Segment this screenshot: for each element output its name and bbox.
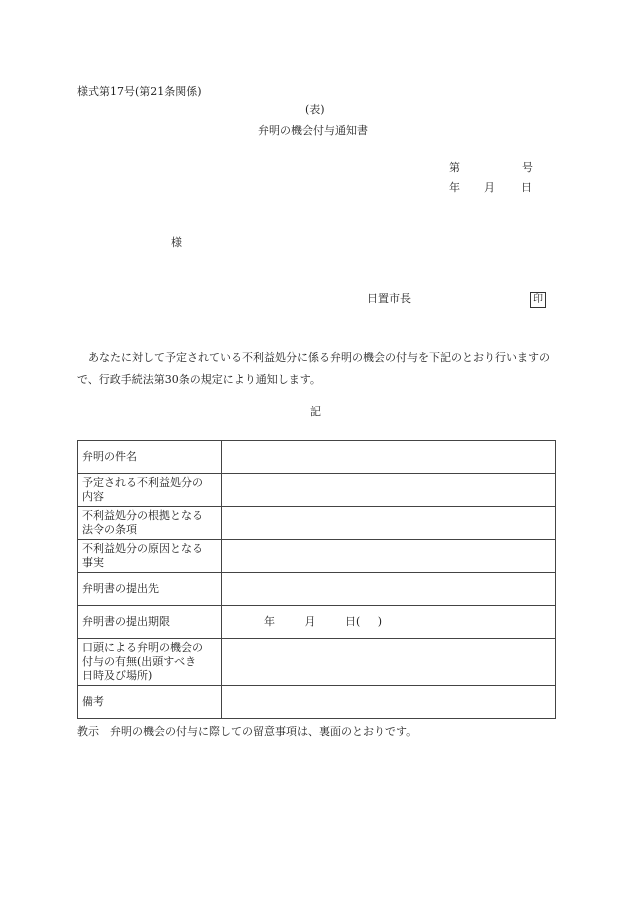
row-label-legal-basis: 不利益処分の根拠となる 法令の条項 (78, 507, 222, 540)
deadline-year: 年 (264, 615, 275, 628)
table-row (78, 606, 556, 639)
body-paragraph: あなたに対して予定されている不利益処分に係る弁明の機会の付与を下記のとおり行いますので、行政手続法第30条の規定により通知します。 (77, 351, 550, 386)
table-row (78, 686, 556, 719)
date-day: 日 (521, 181, 532, 194)
row-label-submission-deadline: 弁明書の提出期限 (78, 606, 222, 639)
row-label-planned-disposition: 予定される不利益処分の 内容 (78, 474, 222, 507)
seal-mark: 印 (530, 292, 546, 308)
row-label-submission-destination: 弁明書の提出先 (78, 573, 222, 606)
table-row (78, 540, 556, 573)
deadline-month: 月 (304, 615, 316, 628)
row-value-cause-facts (222, 540, 556, 573)
deadline-close: ) (377, 615, 383, 628)
instruction-note: 教示 弁明の機会の付与に際しての留意事項は、裏面のとおりです。 (77, 725, 418, 738)
table-row (78, 573, 556, 606)
deadline-day: 日( (345, 615, 361, 628)
row-label-oral-hearing: 口頭による弁明の機会の 付与の有無(出頭すべき 日時及び場所) (78, 639, 222, 686)
row-value-case-name (222, 441, 556, 474)
row-value-submission-destination (222, 573, 556, 606)
addressee-honorific: 様 (171, 236, 182, 249)
row-label-cause-facts: 不利益処分の原因となる 事実 (78, 540, 222, 573)
row-label-remarks: 備考 (78, 686, 222, 719)
date-year: 年 (449, 181, 460, 194)
date-month: 月 (484, 181, 495, 194)
row-value-planned-disposition (222, 474, 556, 507)
row-label-case-name: 弁明の件名 (78, 441, 222, 474)
sender-title: 日置市長 (367, 292, 411, 305)
table-row (78, 474, 556, 507)
form-number: 様式第17号(第21条関係) (77, 85, 202, 98)
row-value-legal-basis (222, 507, 556, 540)
side-label: (表) (305, 103, 325, 116)
row-value-submission-deadline (222, 606, 556, 639)
table-row (78, 507, 556, 540)
table-row (78, 639, 556, 686)
reference-number-suffix: 号 (522, 161, 533, 174)
details-table (77, 440, 556, 719)
document-title: 弁明の機会付与通知書 (258, 124, 368, 137)
row-value-oral-hearing (222, 639, 556, 686)
reference-number-prefix: 第 (449, 161, 460, 174)
row-value-remarks (222, 686, 556, 719)
record-mark: 記 (310, 405, 321, 418)
table-row (78, 441, 556, 474)
